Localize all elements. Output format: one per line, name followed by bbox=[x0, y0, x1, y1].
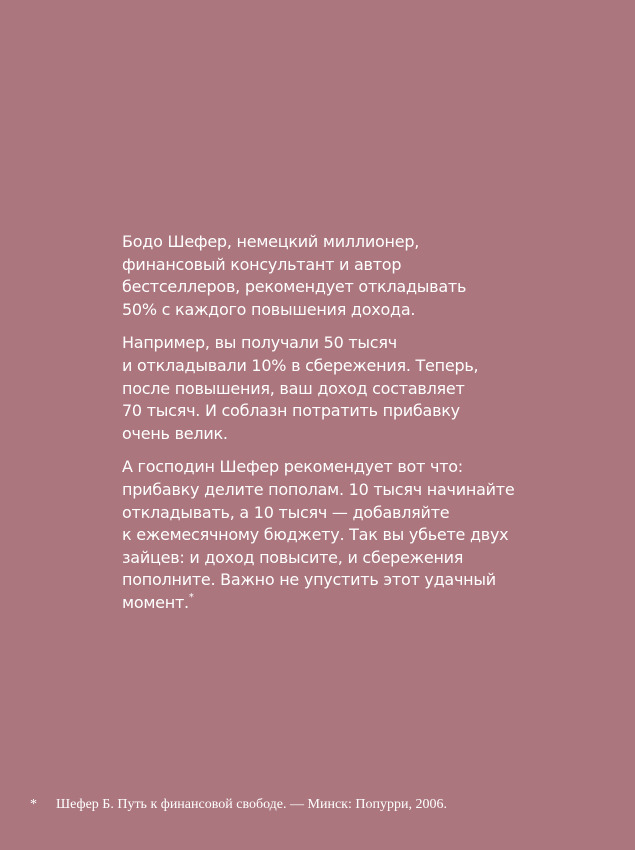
footnote bbox=[30, 797, 447, 813]
text-line: к ежемесячному бюджету. Так вы убьете двух bbox=[122, 525, 509, 545]
text-line: зайцев: и доход повысите, и сбережения bbox=[122, 547, 464, 567]
text-line: после повышения, ваш доход составляет bbox=[122, 378, 465, 398]
paragraph-1 bbox=[122, 231, 562, 321]
text-line: финансовый консультант и автор bbox=[122, 254, 402, 274]
text-line: А господин Шефер рекомендует вот что: bbox=[122, 457, 463, 477]
footnote-text: Шефер Б. Путь к финансовой свободе. — Минск: Попурри, 2006. bbox=[56, 797, 447, 812]
paragraph-2 bbox=[122, 332, 562, 445]
text-line: Бодо Шефер, немецкий миллионер, bbox=[122, 232, 420, 251]
text-line: и откладывали 10% в сбережения. Теперь, bbox=[122, 355, 479, 375]
text-line: 50% с каждого повышения дохода. bbox=[122, 299, 416, 319]
text-line-content: момент. bbox=[122, 592, 189, 612]
text-line: бестселлеров, рекомендует откладывать bbox=[122, 277, 467, 297]
paragraph-3 bbox=[122, 456, 562, 614]
footnote-marker: * bbox=[30, 797, 37, 812]
footnote-reference[interactable]: * bbox=[188, 591, 194, 603]
text-line: Например, вы получали 50 тысяч bbox=[122, 333, 397, 353]
text-line: пополните. Важно не упустить этот удачный bbox=[122, 570, 496, 590]
text-line-last bbox=[122, 592, 562, 615]
text-line: 70 тысяч. И соблазн потратить прибавку bbox=[122, 401, 460, 421]
text-line: откладывать, а 10 тысяч — добавляйте bbox=[122, 502, 450, 522]
main-text bbox=[122, 231, 562, 626]
text-line: прибавку делите пополам. 10 тысяч начинайте bbox=[122, 479, 515, 499]
text-line: очень велик. bbox=[122, 423, 228, 443]
